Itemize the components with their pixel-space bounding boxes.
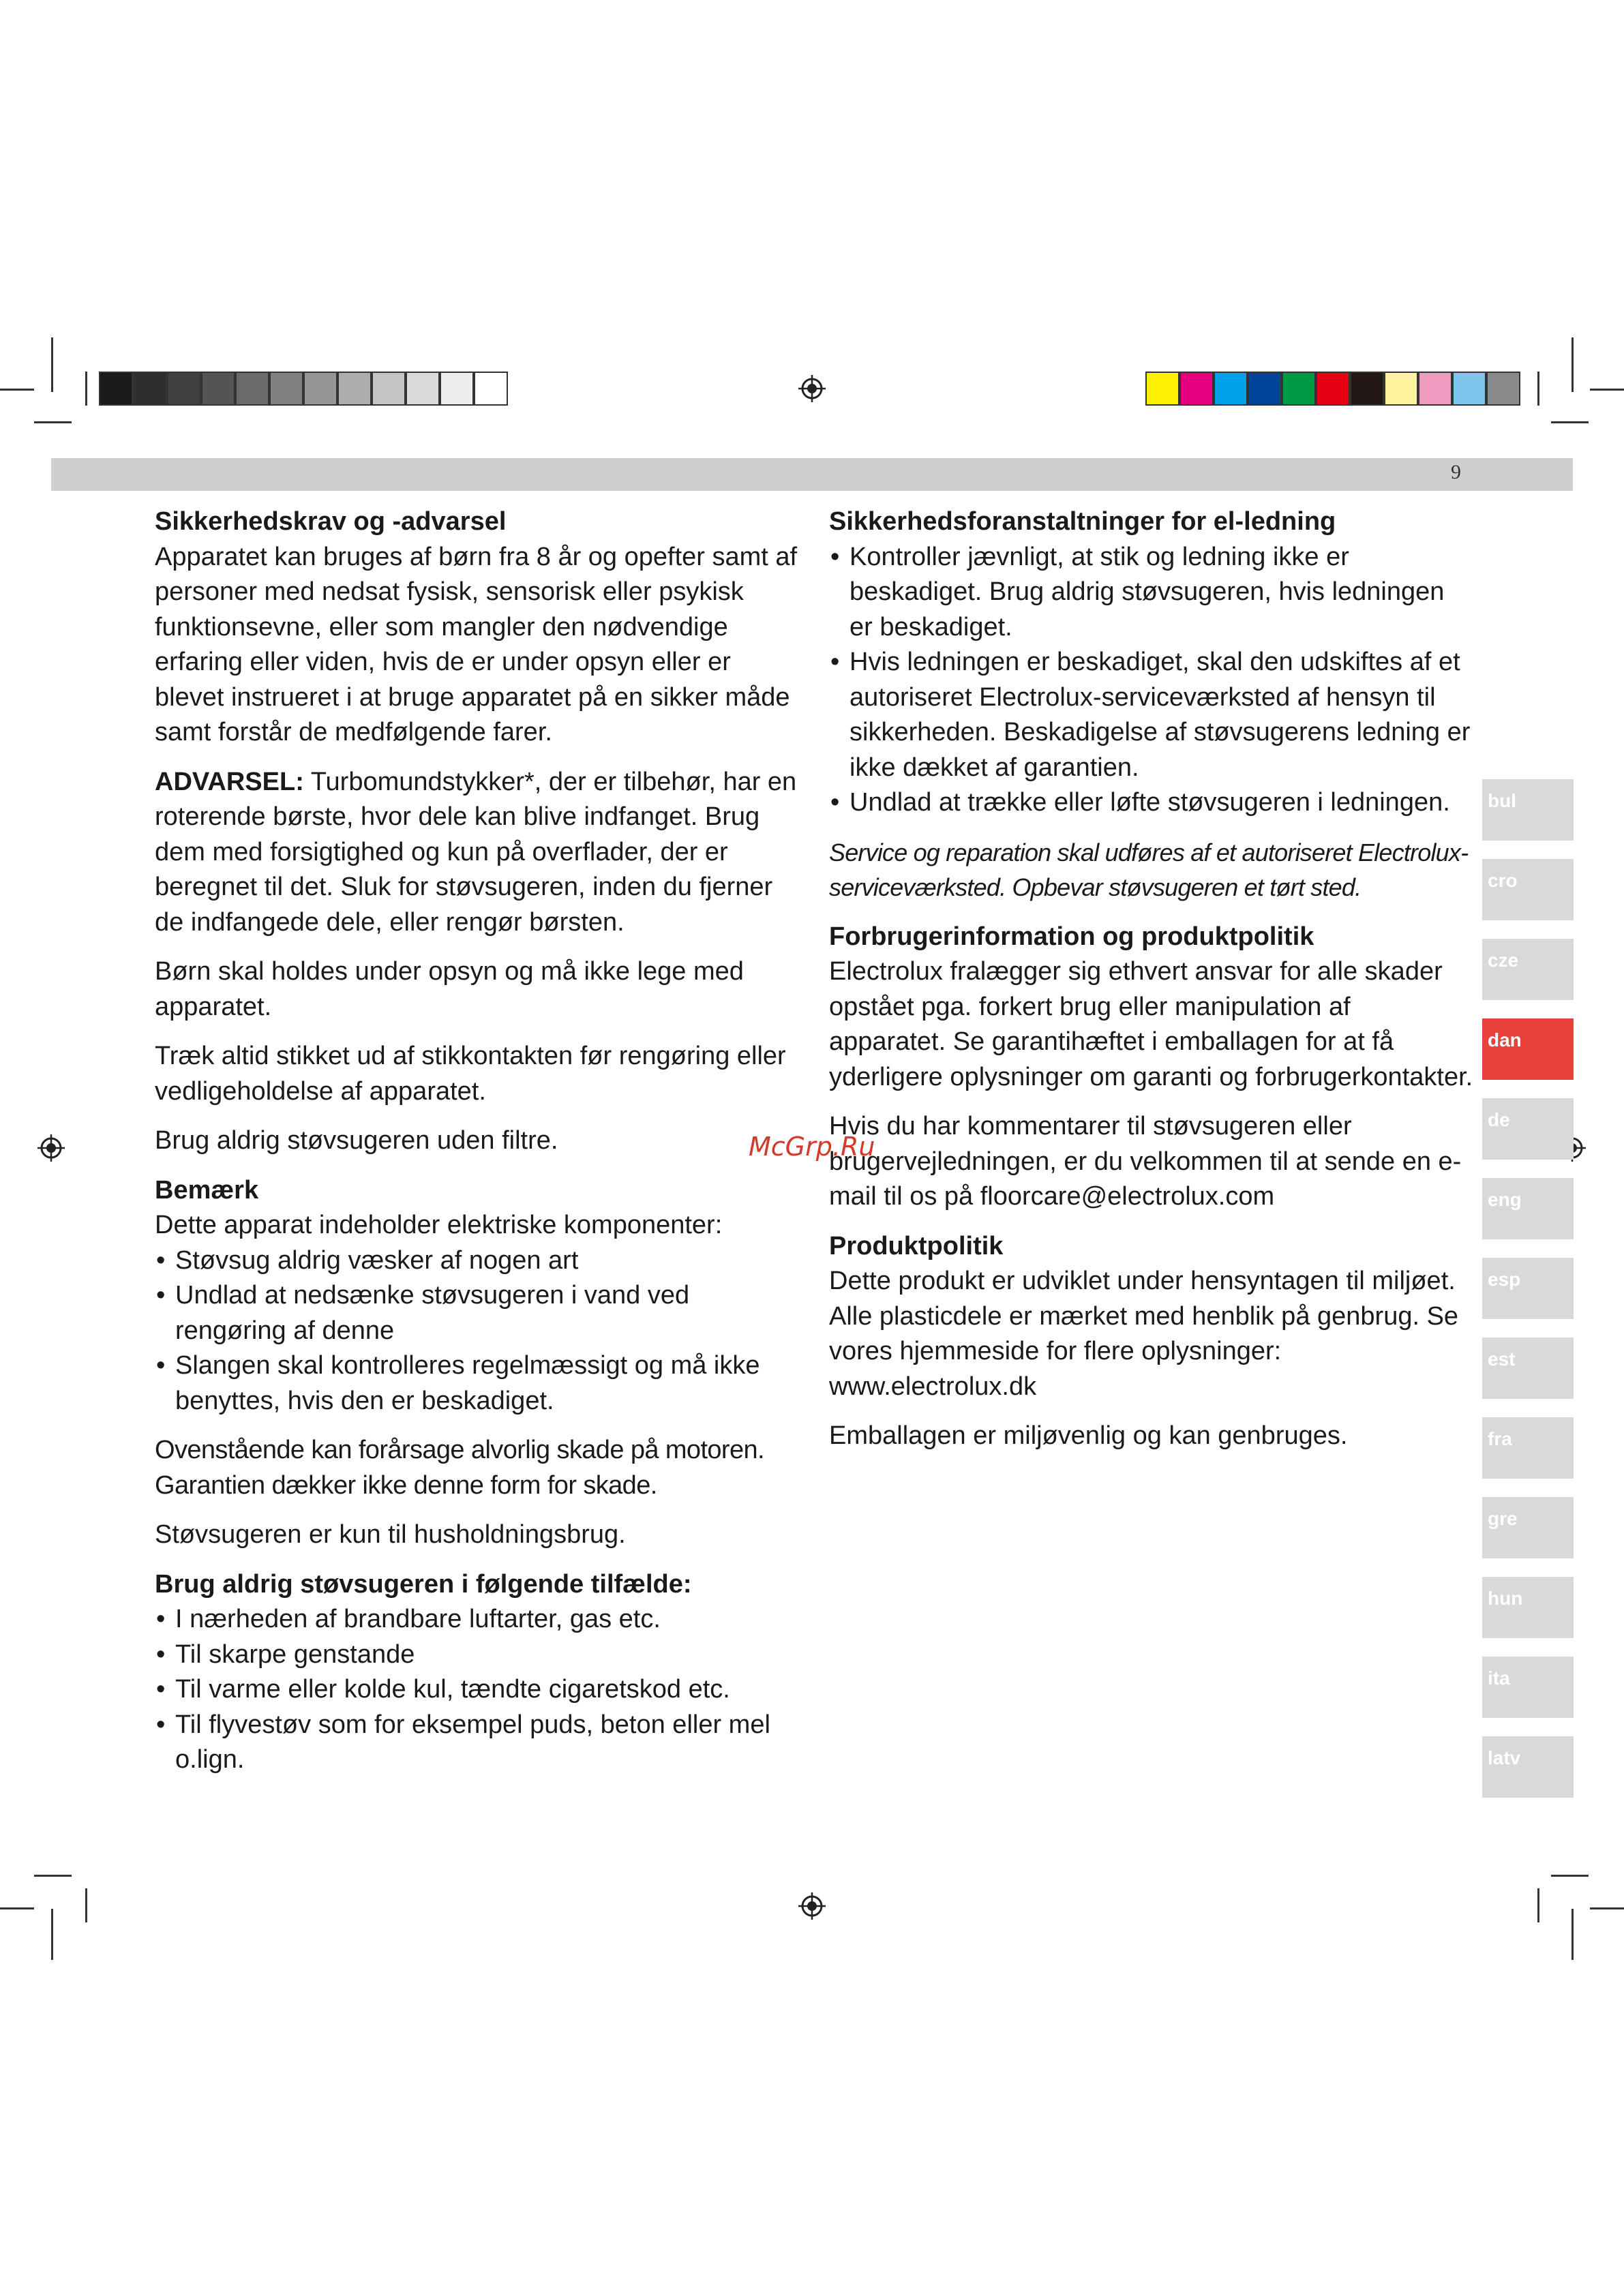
language-tab-dan[interactable]: dan [1482, 1018, 1574, 1080]
color-swatch [1248, 372, 1282, 406]
gray-swatch [303, 372, 337, 406]
crop-mark [1551, 421, 1589, 423]
warning-text: Turbomundstykker*, der er tilbehør, har en roterende børste, hvor dele kan blive indfanget. Brug dem med forsigtighed og kun på overflader, der er beregnet til det. Sluk for støvsugeren, inden du fjerner de indfangede dele, eller rengør børsten. [155, 767, 797, 937]
left-column [155, 504, 802, 1792]
list-item: • Undlad at trække eller løfte støvsugeren i ledningen. [829, 785, 1473, 821]
crop-mark [1537, 1888, 1539, 1922]
gray-swatch [133, 372, 167, 406]
color-swatch [1179, 372, 1214, 406]
list-item: • Undlad at nedsænke støvsugeren i vand ved rengøring af denne [155, 1278, 802, 1348]
gray-swatch [474, 372, 508, 406]
gray-swatch [269, 372, 303, 406]
language-tab-hun[interactable]: hun [1482, 1577, 1574, 1638]
heading-cord-safety: Sikkerhedsforanstaltninger for el-ledning [829, 507, 1336, 536]
registration-mark-icon [37, 1134, 65, 1162]
gray-swatch [440, 372, 474, 406]
color-swatch [1350, 372, 1384, 406]
bullet-list [155, 1602, 802, 1778]
crop-mark [0, 389, 34, 391]
color-swatch [1214, 372, 1248, 406]
page-number: 9 [1451, 461, 1461, 483]
crop-mark [51, 337, 53, 392]
language-tab-fra[interactable]: fra [1482, 1417, 1574, 1479]
registration-mark-icon [798, 1892, 826, 1920]
gray-swatch [406, 372, 440, 406]
crop-mark [1551, 1875, 1589, 1877]
color-swatch [1384, 372, 1418, 406]
gray-swatch [167, 372, 201, 406]
language-tab-cro[interactable]: cro [1482, 859, 1574, 920]
crop-mark [34, 1875, 72, 1877]
bullet-list [155, 1243, 802, 1419]
list-item: • Til skarpe genstande [155, 1637, 802, 1673]
bullet-list [829, 540, 1473, 821]
paragraph: Børn skal holdes under opsyn og må ikke lege med apparatet. [155, 957, 744, 1021]
crop-mark [0, 1907, 34, 1909]
color-swatch [1316, 372, 1350, 406]
paragraph: Støvsugeren er kun til husholdningsbrug. [155, 1520, 626, 1549]
color-swatch [1418, 372, 1452, 406]
list-item: • I nærheden af brandbare luftarter, gas etc. [155, 1602, 802, 1637]
heading-consumer-info: Forbrugerinformation og produktpolitik [829, 922, 1314, 951]
crop-mark [34, 421, 72, 423]
list-item: • Slangen skal kontrolleres regelmæssigt og må ikke benyttes, hvis den er beskadiget. [155, 1348, 802, 1419]
gray-swatch [99, 372, 133, 406]
color-swatch [1282, 372, 1316, 406]
language-tab-bul[interactable]: bul [1482, 779, 1574, 841]
heading-never-use: Brug aldrig støvsugeren i følgende tilfælde: [155, 1569, 692, 1599]
language-tab-est[interactable]: est [1482, 1338, 1574, 1399]
language-tab-de[interactable]: de [1482, 1098, 1574, 1160]
warning-label: ADVARSEL: [155, 767, 304, 796]
paragraph: Apparatet kan bruges af børn fra 8 år og opefter samt af personer med nedsat fysisk, sensorisk eller psykisk funktionsevne, eller som mangler den nødvendige erfaring eller viden, hvis de er under opsyn eller er blevet instrueret i at bruge apparatet på en sikker måde samt forstår de medfølgende farer. [155, 542, 798, 746]
crop-mark [85, 1888, 87, 1922]
list-item: • Til varme eller kolde kul, tændte cigaretskod etc. [155, 1672, 802, 1708]
paragraph: Brug aldrig støvsugeren uden filtre. [155, 1126, 558, 1155]
right-column [829, 504, 1473, 1468]
crop-mark [1537, 372, 1539, 406]
color-swatch [1486, 372, 1520, 406]
language-tab-cze[interactable]: cze [1482, 939, 1574, 1000]
paragraph: Emballagen er miljøvenlig og kan genbruges. [829, 1421, 1348, 1450]
warning-paragraph [155, 765, 802, 941]
paragraph: Træk altid stikket ud af stikkontakten før rengøring eller vedligeholdelse af apparatet. [155, 1042, 786, 1106]
gray-swatch [372, 372, 406, 406]
gray-swatch [201, 372, 235, 406]
heading-note: Bemærk [155, 1175, 259, 1205]
crop-mark [51, 1909, 53, 1960]
header-bar [51, 458, 1573, 491]
paragraph: Dette produkt er udviklet under hensyntagen til miljøet. Alle plasticdele er mærket med henblik på genbrug. Se vores hjemmeside for flere oplysninger: www.electrolux.dk [829, 1267, 1459, 1401]
crop-mark [85, 372, 87, 406]
list-item: • Kontroller jævnligt, at stik og ledning ikke er beskadiget. Brug aldrig støvsugeren, hvis ledningen er beskadiget. [829, 540, 1473, 646]
list-item: • Hvis ledningen er beskadiget, skal den udskiftes af et autoriseret Electrolux-serviceværksted af hensyn til sikkerheden. Beskadigelse af støvsugerens ledning er ikke dækket af garantien. [829, 645, 1473, 785]
paragraph: Dette apparat indeholder elektriske komponenter: [155, 1211, 723, 1239]
paragraph: Electrolux fralægger sig ethvert ansvar for alle skader opstået pga. forkert brug eller manipulation af apparatet. Se garantihæftet i emballagen for at få yderligere oplysninger om garanti og forbrugerkontakter. [829, 957, 1473, 1091]
crop-mark [1590, 1907, 1624, 1909]
language-tab-esp[interactable]: esp [1482, 1258, 1574, 1319]
crop-mark [1572, 1909, 1574, 1960]
watermark: McGrp.Ru [749, 1132, 875, 1162]
gray-swatch [235, 372, 269, 406]
registration-mark-icon [798, 375, 826, 402]
color-swatch [1452, 372, 1486, 406]
crop-mark [1572, 337, 1574, 392]
color-swatch [1145, 372, 1179, 406]
language-tab-gre[interactable]: gre [1482, 1497, 1574, 1558]
list-item: • Støvsug aldrig væsker af nogen art [155, 1243, 802, 1279]
service-note: Service og reparation skal udføres af et autoriseret Electrolux-serviceværksted. Opbevar støvsugeren et tørt sted. [829, 838, 1469, 901]
heading-safety: Sikkerhedskrav og -advarsel [155, 507, 507, 536]
heading-product-policy: Produktpolitik [829, 1231, 1004, 1260]
crop-mark [1590, 389, 1624, 391]
language-tab-eng[interactable]: eng [1482, 1178, 1574, 1239]
language-tab-latv[interactable]: latv [1482, 1736, 1574, 1798]
language-tab-ita[interactable]: ita [1482, 1657, 1574, 1718]
gray-swatch [337, 372, 372, 406]
paragraph: Ovenstående kan forårsage alvorlig skade på motoren. Garantien dækker ikke denne form for skade. [155, 1436, 765, 1500]
list-item: • Til flyvestøv som for eksempel puds, beton eller mel o.lign. [155, 1708, 802, 1778]
paragraph: Hvis du har kommentarer til støvsugeren eller brugervejledningen, er du velkommen til at sende en e-mail til os på floorcare@electrolux.com [829, 1112, 1462, 1211]
